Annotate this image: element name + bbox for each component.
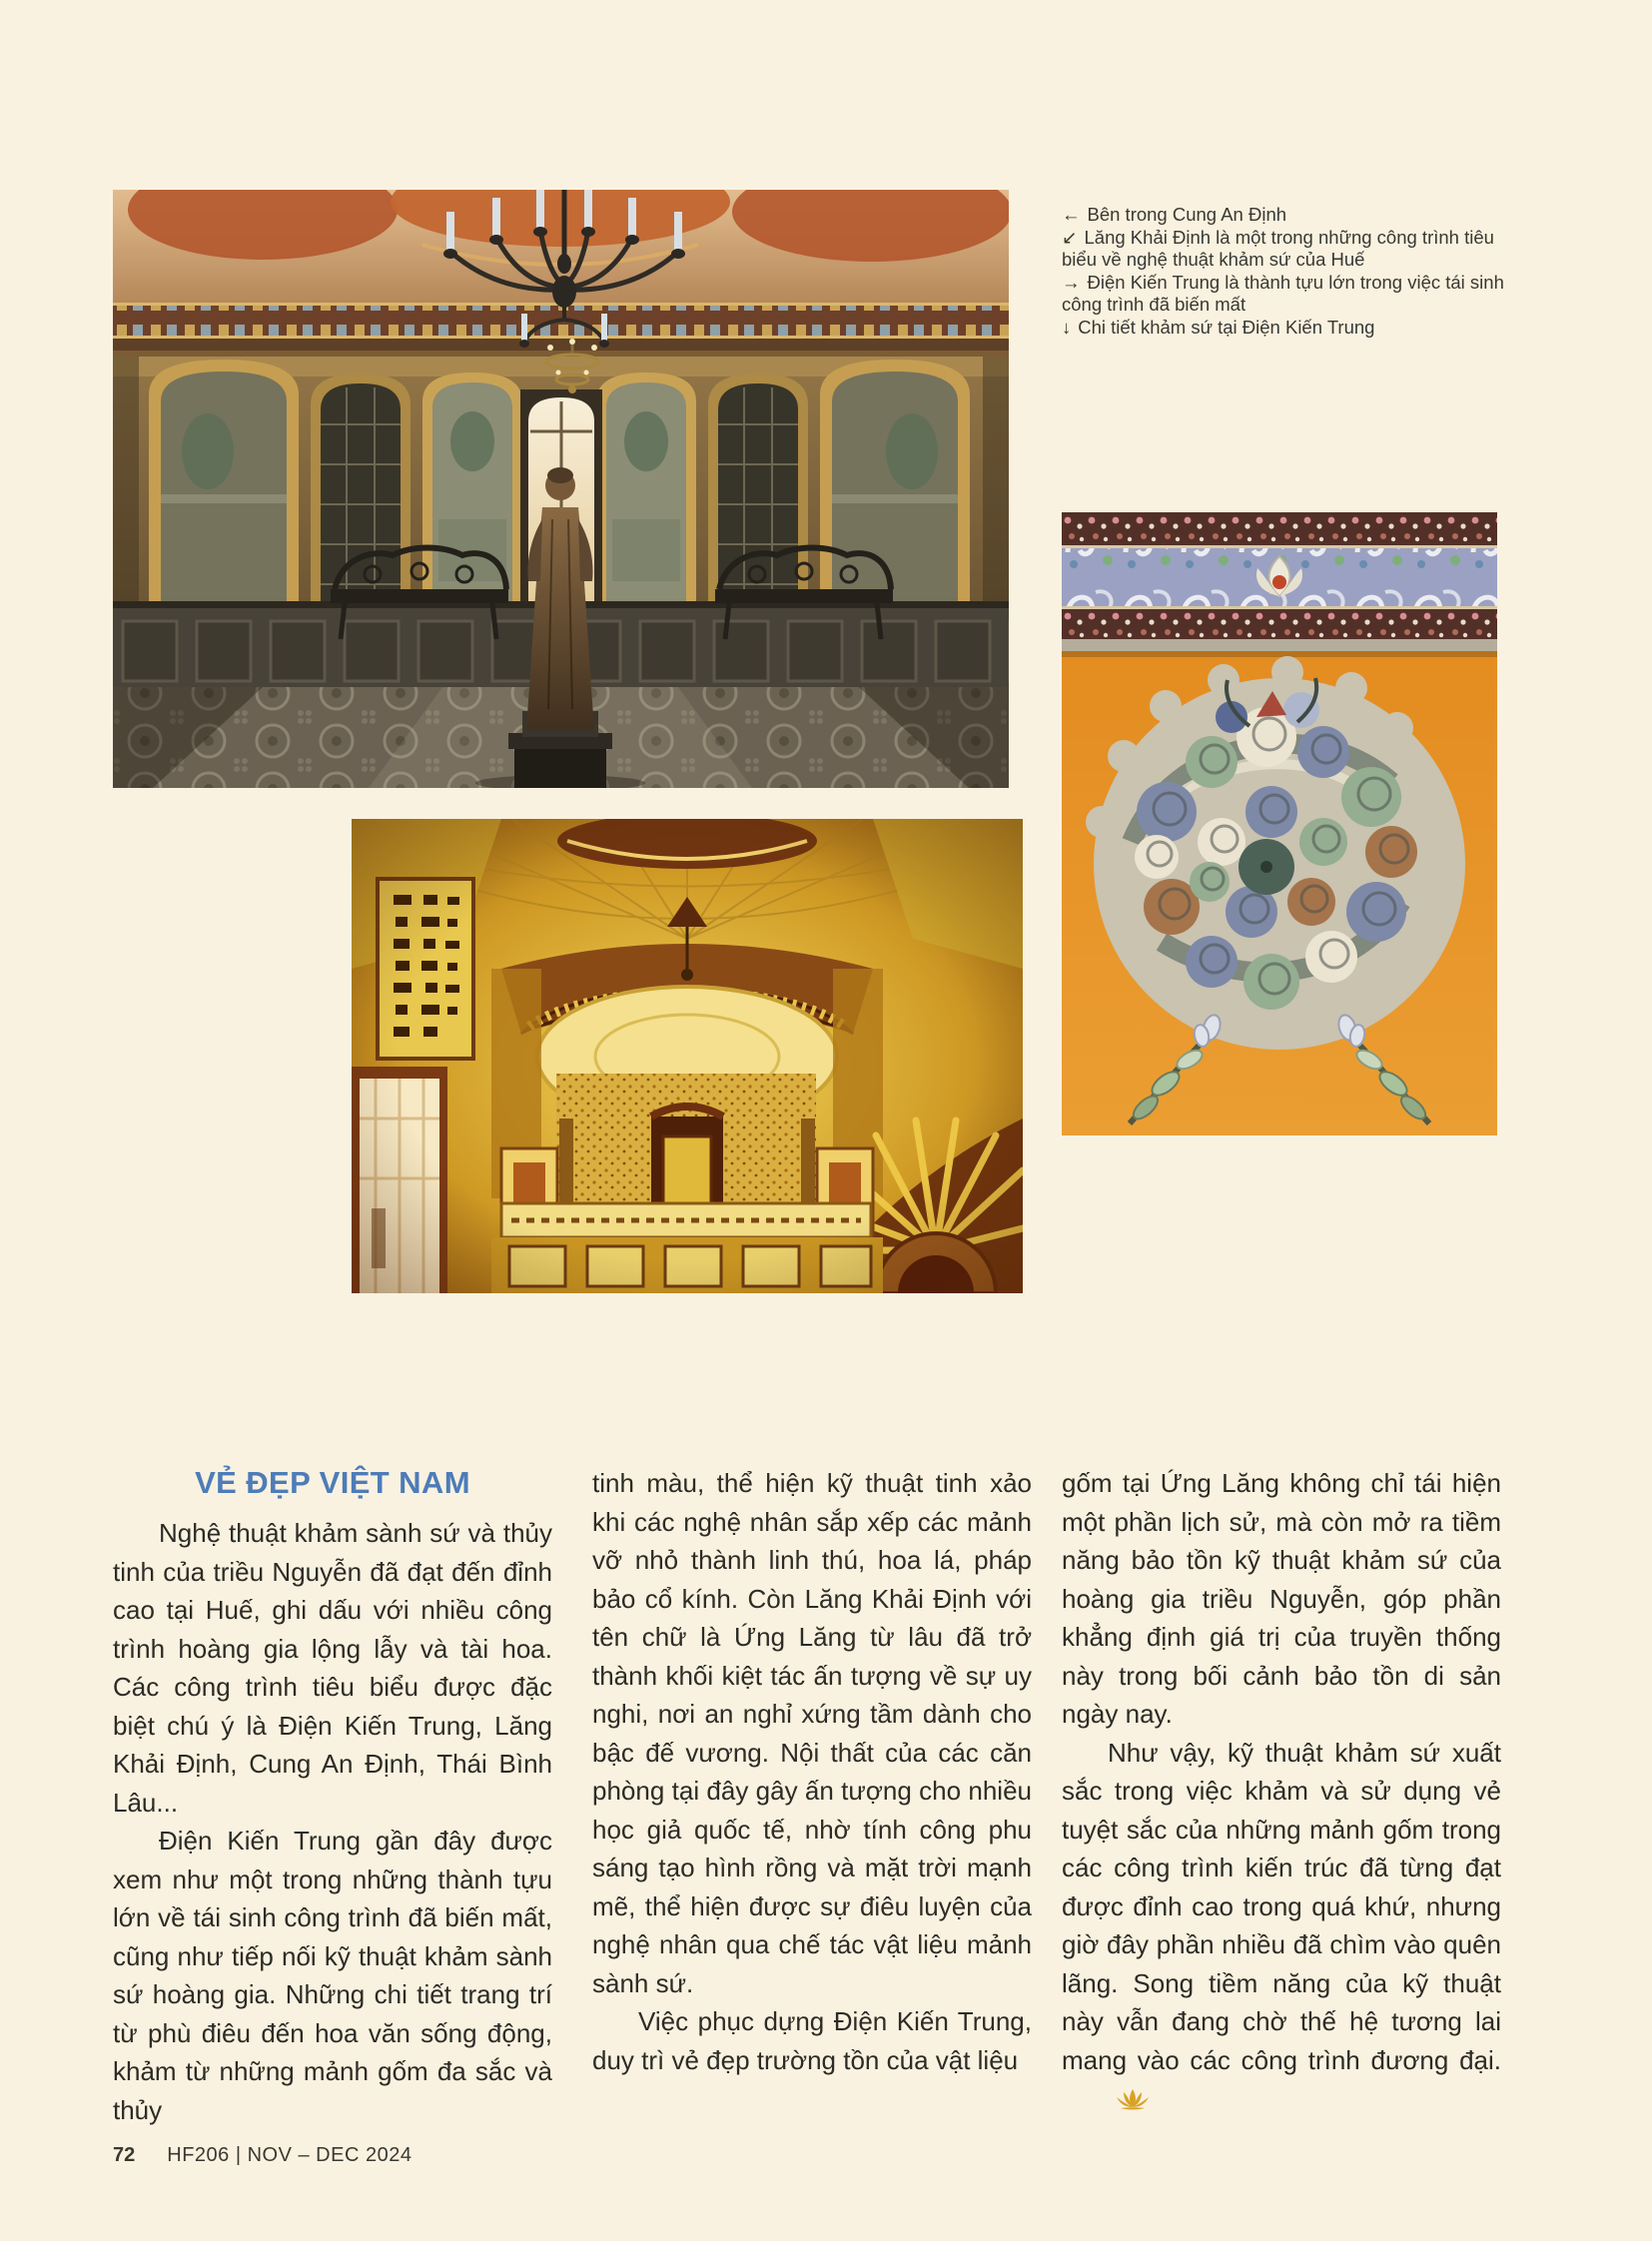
article-heading: VẺ ĐẸP VIỆT NAM [195, 1465, 470, 1500]
issue-info: HF206 | NOV – DEC 2024 [167, 2144, 413, 2166]
arrow-left-icon: ← [1062, 204, 1081, 225]
mosaic-illustration [1062, 512, 1497, 1135]
article-paragraph: Việc phục dựng Điện Kiến Trung, duy trì vẻ đẹp trường tồn của vật liệu [592, 2006, 1032, 2075]
photo-cung-an-dinh [113, 190, 1009, 788]
page-number: 72 [113, 2144, 136, 2166]
ceiling [113, 190, 1009, 360]
article-paragraph: tinh màu, thể hiện kỹ thuật tinh xảo khi các nghệ nhân sắp xếp các mảnh vỡ nhỏ thành linh thú, hoa lá, pháp bảo cổ kính. Còn Lăng Khải Định với tên chữ là Ứng Lăng từ lâu đã trở thành khối kiệt tác ấn tượng về sự uy nghi, nơi an nghỉ xứng tầm dành cho bậc đế vương. Nội thất của các căn phòng tại đây gây ấn tượng cho nhiều học giả quốc tế, nhờ tính công phu sáng tạo hình rồng và mặt trời mạnh mẽ, thể hiện được sự điêu luyện của nghệ nhân qua chế tác vật liệu mảnh sành sứ. [592, 1468, 1032, 1998]
article-paragraph: gốm tại Ứng Lăng không chỉ tái hiện một phần lịch sử, mà còn mở ra tiềm năng bảo tồn kỹ thuật khảm sứ của hoàng gia triều Nguyễn, góp phần khẳng định giá trị của truyền thống này trong bối cảnh bảo tồn di sản ngày nay. [1062, 1468, 1501, 1729]
article-column-2 [592, 1464, 1032, 2079]
caption-lang-khai-dinh [1062, 227, 1513, 272]
photo-mosaic-detail [1062, 512, 1497, 1135]
khai-dinh-illustration [352, 819, 1023, 1293]
page-footer [113, 2144, 412, 2167]
arrow-right-icon: → [1062, 271, 1081, 293]
cung-an-dinh-illustration [113, 190, 1009, 788]
caption-text: Chi tiết khảm sứ tại Điện Kiến Trung [1078, 316, 1375, 338]
caption-dien-kien-trung [1062, 272, 1513, 317]
article-column-3 [1062, 1464, 1501, 2121]
caption-text: Bên trong Cung An Định [1087, 204, 1287, 225]
arrow-down-icon: ↓ [1062, 316, 1072, 338]
article-paragraph: Điện Kiến Trung gần đây được xem như một trong những thành tựu lớn về tái sinh công trình đã biến mất, cũng như tiếp nối kỹ thuật khảm sành sứ hoàng gia. Những chi tiết trang trí từ phù điêu đến hoa văn sống động, khảm từ những mảnh gốm đa sắc và thủy [113, 1826, 552, 2125]
frieze-border [1062, 512, 1497, 657]
article-column-1 [113, 1464, 552, 2129]
article-paragraph: Nghệ thuật khảm sành sứ và thủy tinh của triều Nguyễn đã đạt đến đỉnh cao tại Huế, ghi dấu với nhiều công trình hoàng gia lộng lẫy và tài hoa. Các công trình tiêu biểu được đặc biệt chú ý là Điện Kiến Trung, Lăng Khải Định, Cung An Định, Thái Bình Lâu... [113, 1518, 552, 1818]
lotus-end-mark-icon [1070, 2082, 1150, 2121]
photo-captions [1062, 204, 1513, 339]
arrow-down-left-icon: ↙ [1062, 226, 1078, 248]
article-paragraph [1062, 1734, 1501, 2121]
caption-cung-an-dinh [1062, 204, 1513, 227]
photo-khai-dinh [352, 819, 1023, 1293]
caption-kham-su-detail [1062, 317, 1513, 340]
article-paragraph-text: Như vậy, kỹ thuật khảm sứ xuất sắc trong việc khảm và sử dụng vẻ tuyệt sắc của những mảnh gốm trong các công trình kiến trúc đã từng đạt được đỉnh cao trong quá khứ, nhưng giờ đây phần nhiều đã chìm vào quên lãng. Song tiềm năng của kỹ thuật này vẫn đang chờ thế hệ tương lai mang vào các công trình đương đại. [1062, 1737, 1501, 2075]
caption-text: Điện Kiến Trung là thành tựu lớn trong việc tái sinh công trình đã biến mất [1062, 271, 1504, 315]
caption-text: Lăng Khải Định là một trong những công trình tiêu biểu về nghệ thuật khảm sứ của Huế [1062, 226, 1494, 270]
